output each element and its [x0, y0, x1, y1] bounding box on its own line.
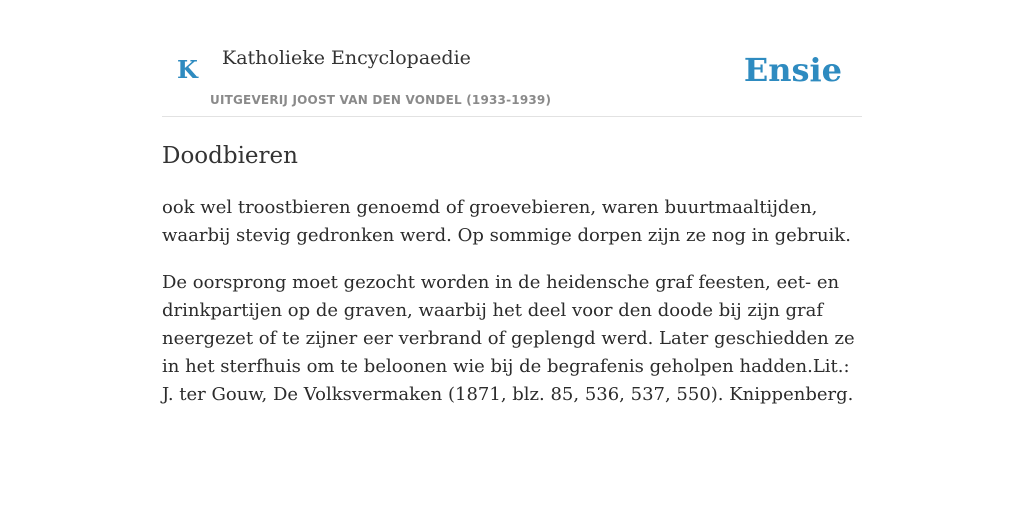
article-body	[162, 194, 862, 409]
publication-logo[interactable]: K	[177, 55, 198, 84]
article-paragraph: ook wel troostbieren genoemd of groevebieren, waren buurtmaaltijden, waarbij stevig gedronken werd. Op sommige dorpen zijn ze nog in gebruik.	[162, 197, 851, 246]
article-title: Doodbieren	[162, 143, 298, 169]
article-paragraph: De oorsprong moet gezocht worden in de heidensche graf feesten, eet- en drinkpartijen op de graven, waarbij het deel voor den doode bij zijn graf neergezet of te zijner eer verbrand of geplengd werd. Later geschiedden ze in het sterfhuis om te beloonen wie bij de begrafenis geholpen hadden.Lit.: J. ter Gouw, De Volksvermaken (1871, blz. 85, 536, 537, 550). Knippenberg.	[162, 272, 855, 405]
ensie-logo-link[interactable]: Ensie	[743, 51, 842, 89]
publisher-subtitle: UITGEVERIJ JOOST VAN DEN VONDEL (1933-1939)	[210, 93, 552, 107]
publication-title[interactable]: Katholieke Encyclopaedie	[222, 47, 471, 69]
header	[162, 0, 862, 117]
page	[162, 0, 862, 409]
